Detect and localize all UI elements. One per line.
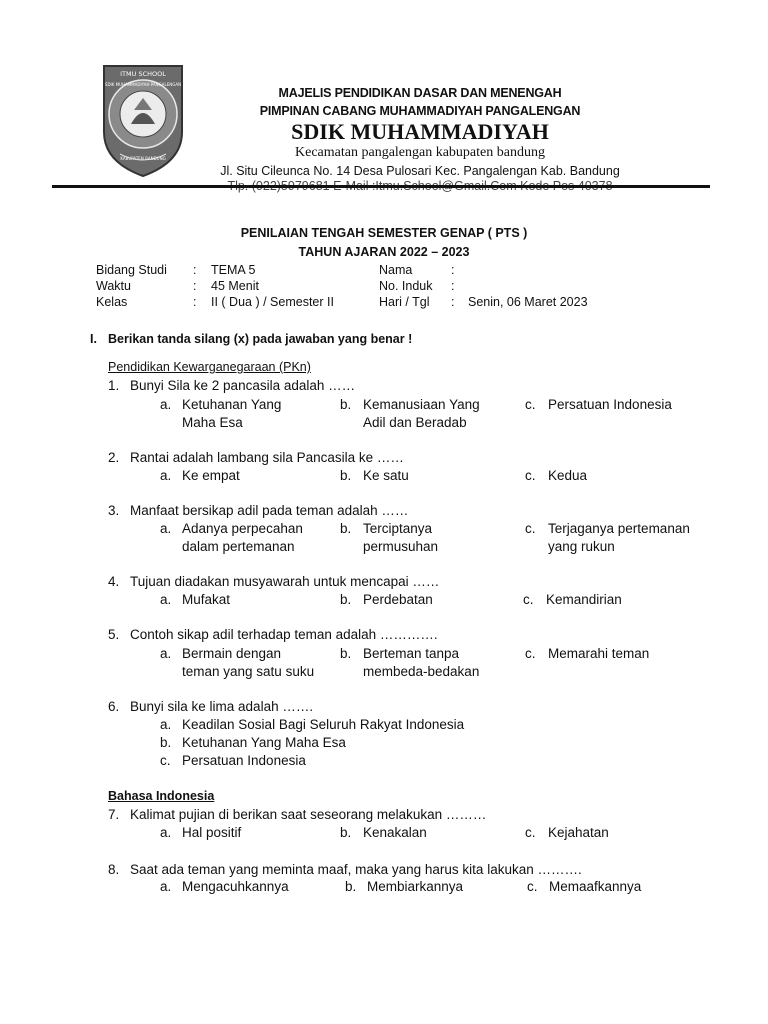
nama-label: Nama (379, 263, 413, 277)
option-c-text: Terjaganya pertemanan (548, 521, 690, 536)
question-number: 3. (108, 503, 120, 518)
option-letter: b. (340, 592, 352, 607)
option-letter: c. (525, 468, 536, 483)
option-letter: a. (160, 397, 172, 412)
question-number: 5. (108, 627, 120, 642)
colon: : (451, 279, 455, 293)
kelas-label: Kelas (96, 295, 128, 309)
option-b-text: Perdebatan (363, 592, 433, 607)
option-letter: a. (160, 521, 172, 536)
question-text: Saat ada teman yang meminta maaf, maka yang harus kita lakukan ………. (130, 862, 582, 877)
question-text: Kalimat pujian di berikan saat seseorang melakukan ……… (130, 807, 487, 822)
option-c-text: Persatuan Indonesia (182, 753, 306, 768)
bidang-value: TEMA 5 (211, 263, 256, 277)
option-letter: b. (340, 825, 352, 840)
header-line1: MAJELIS PENDIDIKAN DASAR DAN MENENGAH (278, 86, 562, 100)
colon: : (193, 263, 197, 277)
option-letter: c. (525, 646, 536, 661)
option-letter: c. (525, 825, 536, 840)
question-text: Contoh sikap adil terhadap teman adalah …………. (130, 627, 438, 642)
option-a-text: Ketuhanan Yang (182, 397, 282, 412)
waktu-value: 45 Menit (211, 279, 259, 293)
header-line2: PIMPINAN CABANG MUHAMMADIYAH PANGALENGAN (259, 104, 581, 118)
option-b-text: Terciptanya (363, 521, 433, 536)
subject-pkn: Pendidikan Kewarganegaraan (PKn) (108, 360, 311, 374)
option-b-text: Kenakalan (363, 825, 427, 840)
colon: : (193, 295, 197, 309)
option-c-text: Kemandirian (546, 592, 622, 607)
hari-value: Senin, 06 Maret 2023 (468, 295, 588, 309)
colon: : (193, 279, 197, 293)
school-logo (100, 62, 186, 178)
option-b-text: Berteman tanpa (363, 646, 460, 661)
question-number: 8. (108, 862, 120, 877)
option-letter: a. (160, 468, 172, 483)
option-letter: b. (345, 879, 357, 894)
option-letter: c. (525, 521, 536, 536)
option-c-text: yang rukun (548, 539, 615, 554)
option-a-text: Hal positif (182, 825, 242, 840)
option-letter: a. (160, 717, 172, 732)
option-letter: c. (527, 879, 538, 894)
logo-ring-text: SDIK MUHAMMADIYAH PANGALENGAN (104, 82, 182, 87)
option-letter: a. (160, 592, 172, 607)
question-text: Manfaat bersikap adil pada teman adalah …… (130, 503, 409, 518)
option-letter: c. (160, 753, 171, 768)
section-instruction: Berikan tanda silang (x) pada jawaban yang benar ! (108, 332, 413, 346)
option-letter: a. (160, 825, 172, 840)
question-text: Bunyi Sila ke 2 pancasila adalah …… (130, 378, 356, 393)
question-number: 4. (108, 574, 120, 589)
question-number: 1. (108, 378, 120, 393)
question-text: Rantai adalah lambang sila Pancasila ke …… (130, 450, 404, 465)
option-c-text: Memaafkannya (549, 879, 642, 894)
option-b-text: Kemanusiaan Yang (363, 397, 480, 412)
option-letter: b. (340, 646, 352, 661)
question-number: 2. (108, 450, 120, 465)
induk-label: No. Induk (379, 279, 433, 293)
option-a-text: Ke empat (182, 468, 240, 483)
question-number: 6. (108, 699, 120, 714)
option-letter: b. (340, 397, 352, 412)
bidang-label: Bidang Studi (96, 263, 167, 277)
school-name: SDIK MUHAMMADIYAH (291, 119, 549, 144)
option-letter: c. (523, 592, 534, 607)
option-c-text: Persatuan Indonesia (548, 397, 672, 412)
option-a-text: Bermain dengan (182, 646, 282, 661)
option-a-text: Mengacuhkannya (182, 879, 289, 894)
colon: : (451, 263, 455, 277)
option-a-text: teman yang satu suku (182, 664, 315, 679)
option-a-text: Mufakat (182, 592, 231, 607)
option-a-text: Keadilan Sosial Bagi Seluruh Rakyat Indonesia (182, 717, 465, 732)
option-a-text: Adanya perpecahan (182, 521, 303, 536)
question-text: Bunyi sila ke lima adalah ……. (130, 699, 314, 714)
hari-label: Hari / Tgl (379, 295, 430, 309)
option-letter: a. (160, 879, 172, 894)
kelas-value: II ( Dua ) / Semester II (211, 295, 334, 309)
option-b-text: Ketuhanan Yang Maha Esa (182, 735, 346, 750)
section-number: I. (90, 332, 97, 346)
option-b-text: Membiarkannya (367, 879, 464, 894)
option-letter: a. (160, 646, 172, 661)
address: Jl. Situ Cileunca No. 14 Desa Pulosari Kec. Pangalengan Kab. Bandung (220, 164, 620, 178)
option-b-text: permusuhan (363, 539, 439, 554)
waktu-label: Waktu (96, 279, 131, 293)
exam-title: PENILAIAN TENGAH SEMESTER GENAP ( PTS ) (240, 226, 528, 240)
option-c-text: Memarahi teman (548, 646, 650, 661)
exam-year: TAHUN AJARAN 2022 – 2023 (298, 245, 470, 259)
logo-top-text: ITMU SCHOOL (120, 70, 166, 78)
logo-bottom-text: KABUPATEN BANDUNG (120, 156, 166, 161)
option-letter: c. (525, 397, 536, 412)
option-c-text: Kejahatan (548, 825, 609, 840)
district: Kecamatan pangalengan kabupaten bandung (295, 145, 545, 160)
header-divider (52, 185, 710, 188)
option-letter: b. (340, 468, 352, 483)
option-c-text: Kedua (548, 468, 588, 483)
subject-bindo: Bahasa Indonesia (108, 789, 215, 803)
question-text: Tujuan diadakan musyawarah untuk mencapai …… (130, 574, 440, 589)
option-letter: b. (340, 521, 352, 536)
question-number: 7. (108, 807, 120, 822)
colon: : (451, 295, 455, 309)
option-letter: b. (160, 735, 172, 750)
option-a-text: dalam pertemanan (182, 539, 295, 554)
option-a-text: Maha Esa (182, 415, 243, 430)
option-b-text: Ke satu (363, 468, 409, 483)
option-b-text: membeda-bedakan (363, 664, 480, 679)
option-b-text: Adil dan Beradab (363, 415, 467, 430)
